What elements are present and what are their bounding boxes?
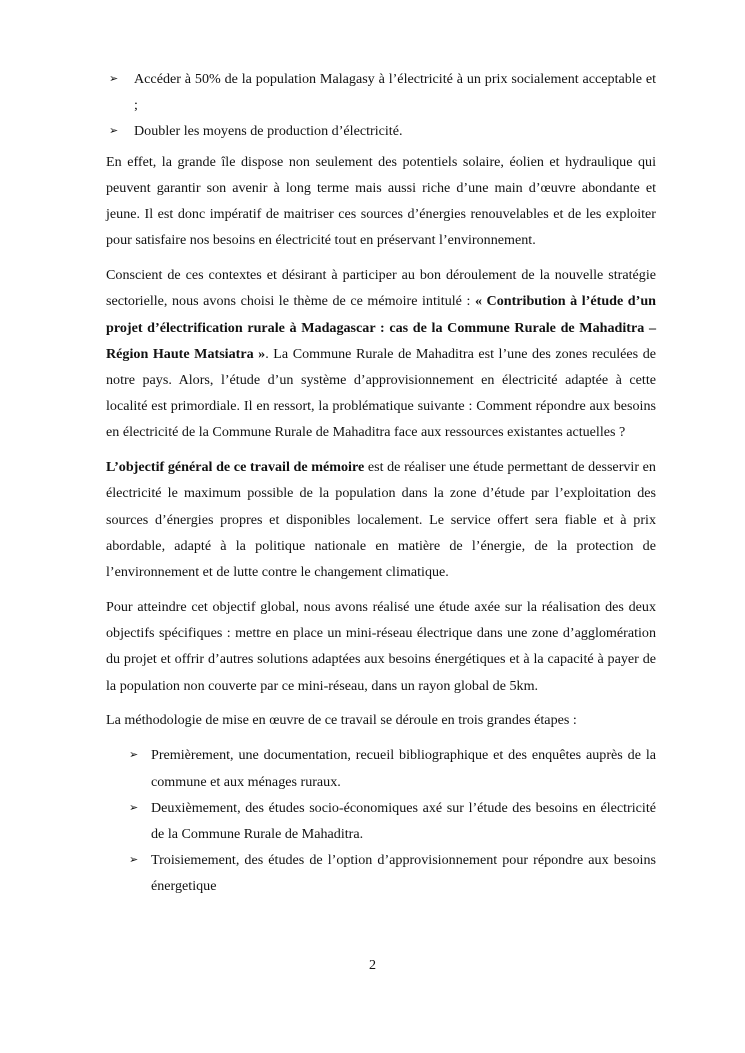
paragraph-general-objective [106, 454, 656, 585]
list-item-text: Deuxièmement, des études socio-économiques axé sur l’étude des besoins en électricité de la Commune Rurale de Mahaditra. [151, 799, 656, 842]
list-item [127, 795, 656, 847]
arrow-bullet-icon: ➢ [129, 800, 139, 814]
paragraph-methodology: La méthodologie de mise en œuvre de ce travail se déroule en trois grandes étapes : [106, 712, 577, 729]
list-item-text: Doubler les moyens de production d’électricité. [134, 123, 403, 140]
list-item-text: Accéder à 50% de la population Malagasy à l’électricité à un prix socialement acceptable et ; [134, 71, 656, 114]
paragraph-specific-objectives: Pour atteindre cet objectif global, nous avons réalisé une étude axée sur la réalisation des deux objectifs spécifiques : mettre en place un mini-réseau électrique dans une zone d’agglomération du projet et offrir d’autres solutions adaptées aux besoins énergétiques et à la capacité à payer de la population non couverte par ce mini-réseau, dans un rayon global de 5km. [106, 598, 656, 694]
paragraph-context: En effet, la grande île dispose non seulement des potentiels solaire, éolien et hydraulique qui peuvent garantir son avenir à long terme mais aussi riche d’une main d’œuvre abondante et jeune. Il est donc impératif de maitriser ces sources d’énergies renouvelables et de les exploiter pour satisfaire nos besoins en électricité tout en préservant l’environnement. [106, 153, 656, 249]
list-item [127, 847, 656, 899]
list-item [106, 118, 656, 144]
paragraph-text: Conscient de ces contextes et désirant à participer au bon déroulement de la nouvelle stratégie sectorielle, nous avons choisi le thème de ce mémoire intitulé : [106, 267, 656, 310]
arrow-bullet-icon: ➢ [129, 853, 139, 867]
paragraph-thesis-topic [106, 262, 656, 445]
list-item-text: Troisiemement, des études de l’option d’approvisionnement pour répondre aux besoins énergetique [151, 852, 656, 895]
methodology-steps-list [127, 742, 656, 899]
list-item-text: Premièrement, une documentation, recueil bibliographique et des enquêtes auprès de la commune et aux ménages ruraux. [151, 747, 656, 790]
arrow-bullet-icon: ➢ [109, 72, 119, 85]
page-number: 2 [368, 957, 377, 973]
arrow-bullet-icon: ➢ [129, 748, 139, 762]
objectives-list [106, 66, 656, 145]
paragraph-text: . La Commune Rurale de Mahaditra est l’une des zones reculées de notre pays. Alors, l’étude d’un système d’approvisionnement en électricité adaptée à cette localité est primordiale. Il en ressort, la problématique suivante : Comment répondre aux besoins en électricité de la Commune Rurale de Mahaditra face aux ressources existantes actuelles ? [106, 345, 657, 441]
list-item [127, 742, 656, 794]
general-objective-label: L’objectif général de ce travail de mémoire [106, 459, 365, 476]
paragraph-text: est de réaliser une étude permettant de desservir en électricité le maximum possible de la population dans la zone d’étude par l’exploitation des sources d’énergies propres et disponibles localement. Le service offert sera fiable et à prix abordable, adapté à la politique nationale en matière de l’énergie, de la protection de l’environnement et de lutte contre le changement climatique. [106, 459, 656, 581]
arrow-bullet-icon: ➢ [109, 124, 119, 138]
thesis-title: « Contribution à l’étude d’un projet d’électrification rurale à Madagascar : cas de la Commune Rurale de Mahaditra – Région Haute Matsiatra » [106, 293, 657, 362]
list-item [106, 66, 656, 118]
page-body [106, 66, 656, 900]
